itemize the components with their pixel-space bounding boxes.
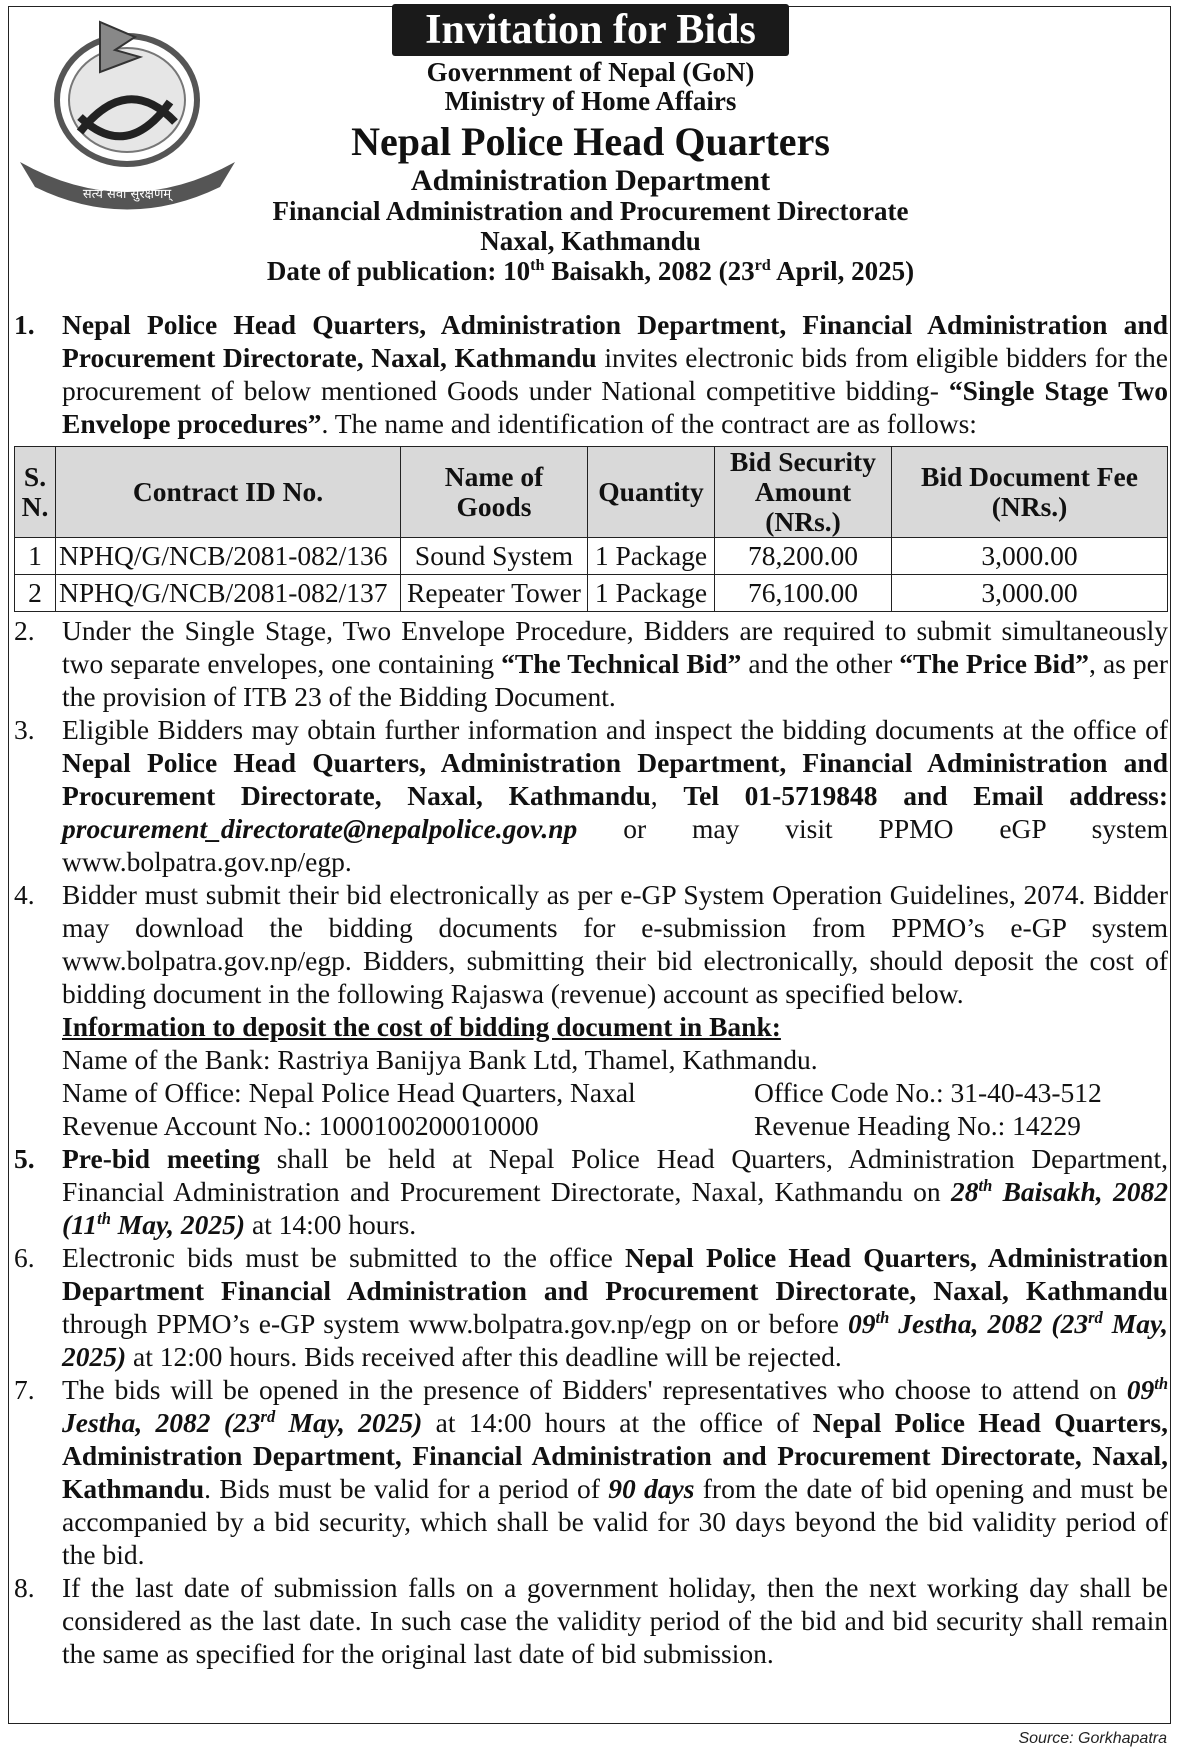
table-header-row: [15, 447, 1168, 538]
header-ministry: Ministry of Home Affairs: [444, 86, 737, 116]
notice-banner: Invitation for Bids: [392, 4, 789, 56]
cell-bid-security: 76,100.00: [715, 575, 892, 612]
header-quantity: Quantity: [588, 447, 715, 538]
header-location: Naxal, Kathmandu: [480, 226, 701, 256]
office-name: Name of Office: Nepal Police Head Quarters, Naxal: [62, 1077, 636, 1108]
revenue-heading: Revenue Heading No.: 14229: [754, 1110, 1081, 1141]
clause-6: 6. Electronic bids must be submitted to the office Nepal Police Head Quarters, Administration Department Financial Administration and Procurement Directorate, Naxal, Kathmandu through PPMO’s e-GP system www.bolpatra.gov.np/egp on or before 09th Jestha, 2082 (23rd May, 2025) at 12:00 hours. Bids received after this deadline will be rejected.: [14, 1242, 1169, 1372]
cell-goods: Sound System: [401, 538, 588, 575]
header-goods: Name of Goods: [401, 447, 588, 538]
cell-bid-security: 78,200.00: [715, 538, 892, 575]
header-document-fee: Bid Document Fee (NRs.): [892, 447, 1168, 538]
cell-quantity: 1 Package: [588, 538, 715, 575]
cell-quantity: 1 Package: [588, 575, 715, 612]
header-directorate: Financial Administration and Procurement Directorate: [272, 196, 909, 226]
bank-name: Name of the Bank: Rastriya Banijya Bank Ltd, Thamel, Kathmandu.: [62, 1044, 818, 1075]
clause-5: 5. Pre-bid meeting shall be held at Nepal Police Head Quarters, Administration Department, Financial Administration and Procurement Directorate, Naxal, Kathmandu on 28th Baisakh, 2082 (11th May, 2025) at 14:00 hours.: [14, 1143, 1168, 1240]
header-organization: Nepal Police Head Quarters: [351, 119, 830, 164]
cell-sn: 1: [15, 538, 56, 575]
notice-body: [14, 308, 1168, 1670]
cell-sn: 2: [15, 575, 56, 612]
bank-info-heading: Information to deposit the cost of bidding document in Bank:: [62, 1011, 781, 1042]
bank-office-row: [62, 1076, 1168, 1109]
cell-document-fee: 3,000.00: [892, 575, 1168, 612]
bank-revenue-row: [62, 1109, 1168, 1142]
source-credit: Source: Gorkhapatra: [1018, 1730, 1167, 1747]
header-sn: S. N.: [15, 447, 56, 538]
header-department: Administration Department: [410, 164, 771, 197]
header-government: Government of Nepal (GoN): [426, 57, 755, 87]
cell-goods: Repeater Tower: [401, 575, 588, 612]
header-bid-security: Bid Security Amount (NRs.): [715, 447, 892, 538]
cell-contract-id: NPHQ/G/NCB/2081-082/137: [56, 575, 401, 612]
revenue-account: Revenue Account No.: 1000100200010000: [62, 1110, 539, 1141]
office-code: Office Code No.: 31-40-43-512: [754, 1077, 1102, 1108]
publication-date: Date of publication: 10th Baisakh, 2082 (23rd April, 2025): [266, 256, 915, 286]
header-contract-id: Contract ID No.: [56, 447, 401, 538]
emblem-text-top: नेपाल प्रहरी: [97, 165, 157, 181]
clause-8: 8. If the last date of submission falls on a government holiday, then the next working day shall be considered as the last date. In such case the validity period of the bid and bid security shall remain the same as specified for the original last date of bid submission.: [14, 1572, 1168, 1669]
clause-7: 7. The bids will be opened in the presence of Bidders' representatives who choose to attend on 09th Jestha, 2082 (23rd May, 2025) at 14:00 hours at the office of Nepal Police Head Quarters, Administration Department, Financial Administration and Procurement Directorate, Naxal, Kathmandu. Bids must be valid for a period of 90 days from the date of bid opening and must be accompanied by a bid security, which shall be valid for 30 days beyond the bid validity period of the bid.: [14, 1373, 1169, 1570]
table-row: [15, 575, 1168, 612]
table-row: [15, 538, 1168, 575]
cell-contract-id: NPHQ/G/NCB/2081-082/136: [56, 538, 401, 575]
cell-document-fee: 3,000.00: [892, 538, 1168, 575]
clause-4: 4. Bidder must submit their bid electronically as per e-GP System Operation Guidelines, 2074. Bidder may download the bidding documents for e-submission from PPMO’s e-GP system www.bolpatra.gov.np/egp. Bidders, submitting their bid electronically, should deposit the cost of bidding document in the following Rajaswa (revenue) account as specified below. Information to deposit the cost of bidding document in Bank: Name of the Bank: Rastriya Banijya Bank Ltd, Thamel, Kathmandu. Name of Office: Nepal Police Head Quarters, Naxal Office Code No.: 31-40-43-512 Revenue Account No.: 1000100200010000 Revenue Heading No.: 14229: [14, 879, 1168, 1141]
procurement-email: procurement_directorate@nepalpolice.gov.np: [62, 813, 578, 844]
clause-3: 3. Eligible Bidders may obtain further information and inspect the bidding documents at the office of Nepal Police Head Quarters, Administration Department, Financial Administration and Procurement Directorate, Naxal, Kathmandu, Tel 01-5719848 and Email address: procurement_directorate@nepalpolice.gov.np or may visit PPMO eGP system www.bolpatra.gov.np/egp.: [14, 714, 1169, 877]
emblem-text-bottom: सत्य सेवा सुरक्षणम्: [82, 187, 172, 202]
clause-2: 2. Under the Single Stage, Two Envelope Procedure, Bidders are required to submit simultaneously two separate envelopes, one containing “The Technical Bid” and the other “The Price Bid”, as per the provision of ITB 23 of the Bidding Document.: [14, 615, 1169, 712]
bids-table: [14, 446, 1168, 612]
clause-1: 1. Nepal Police Head Quarters, Administration Department, Financial Administration and Procurement Directorate, Naxal, Kathmandu invites electronic bids from eligible bidders for the procurement of below mentioned Goods under National competitive bidding- “Single Stage Two Envelope procedures”. The name and identification of the contract are as follows:: [14, 309, 1168, 439]
